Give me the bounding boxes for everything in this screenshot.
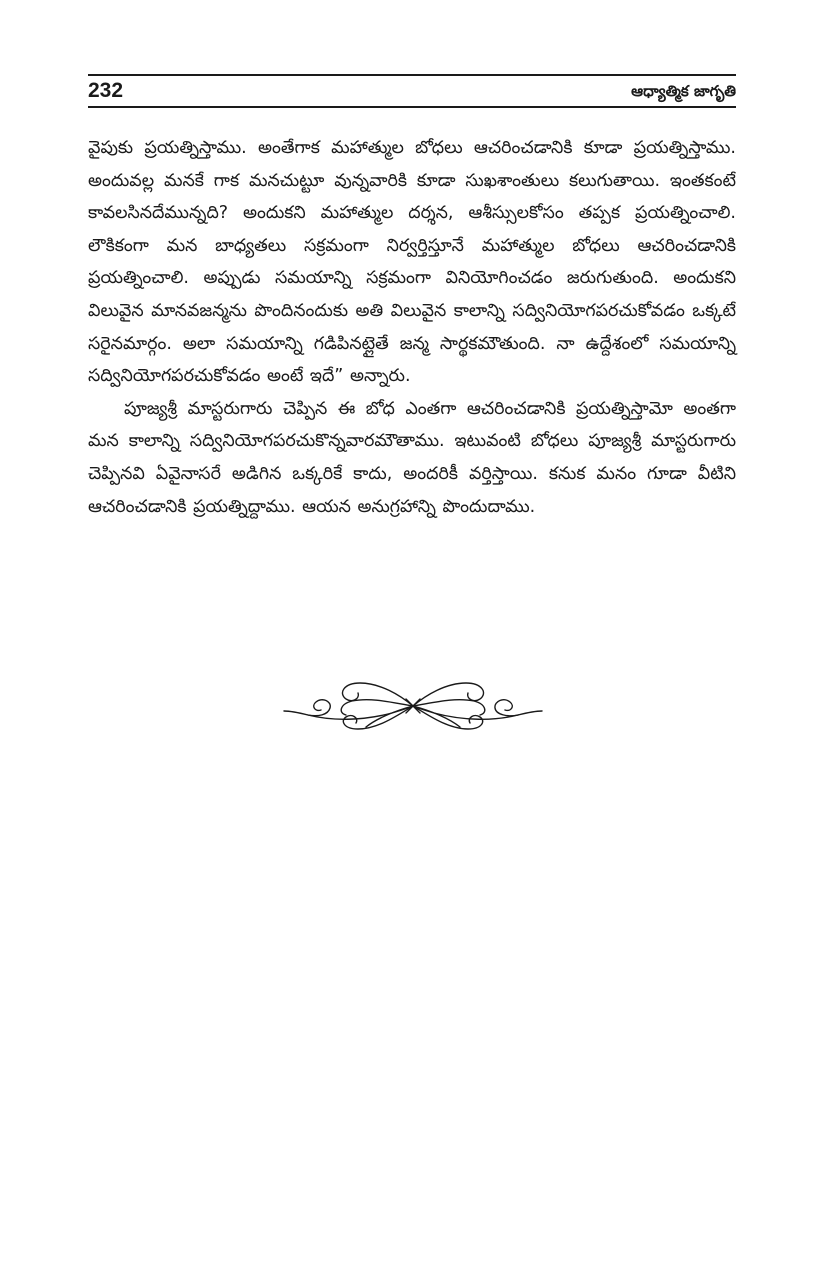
page-header <box>88 74 736 108</box>
paragraph-1: వైపుకు ప్రయత్నిస్తాము. అంతేగాక మహాత్ముల బోధలు ఆచరించడానికి కూడా ప్రయత్నిస్తాము. అందువల్ల మనకే గాక మనచుట్టూ వున్నవారికి కూడా సుఖశాంతులు కలుగుతాయి. ఇంతకంటే కావలసినదేమున్నది? అందుకని మహాత్ముల దర్శన, ఆశీస్సులకోసం తప్పక ప్రయత్నించాలి. లౌకికంగా మన బాధ్యతలు సక్రమంగా నిర్వర్తిస్తూనే మహాత్ముల బోధలు ఆచరించడానికి ప్రయత్నించాలి. అప్పుడు సమయాన్ని సక్రమంగా వినియోగించడం జరుగుతుంది. అందుకని విలువైన మానవజన్మను పొందినందుకు అతి విలువైన కాలాన్ని సద్వినియోగపరచుకోవడం ఒక్కటే సరైనమార్గం. అలా సమయాన్ని గడిపినట్లైతే జన్మ సార్థకమౌతుంది. నా ఉద్దేశంలో సమయాన్ని సద్వినియోగపరచుకోవడం అంటే ఇదే” అన్నారు. <box>88 138 736 387</box>
page-number: 232 <box>88 79 124 102</box>
running-title: ఆధ్యాత్మిక జాగృతి <box>631 82 736 100</box>
flourish-divider-icon <box>282 675 544 737</box>
header-rule-top <box>88 74 736 76</box>
paragraph-2: పూజ్యశ్రీ మాస్టరుగారు చెప్పిన ఈ బోధ ఎంతగా ఆచరించడానికి ప్రయత్నిస్తామో అంతగా మన కాలాన్ని సద్వినియోగపరచుకొన్నవారమౌతాము. ఇటువంటి బోధలు పూజ్యశ్రీ మాస్టరుగారు చెప్పినవి ఏవైనాసరే అడిగిన ఒక్కరికే కాదు, అందరికీ వర్తిస్తాయి. కనుక మనం గూడా వీటిని ఆచరించడానికి ప్రయత్నిద్దాము. ఆయన అనుగ్రహాన్ని పొందుదాము. <box>88 398 736 517</box>
body-text <box>88 132 736 523</box>
header-rule-bottom <box>88 106 736 108</box>
